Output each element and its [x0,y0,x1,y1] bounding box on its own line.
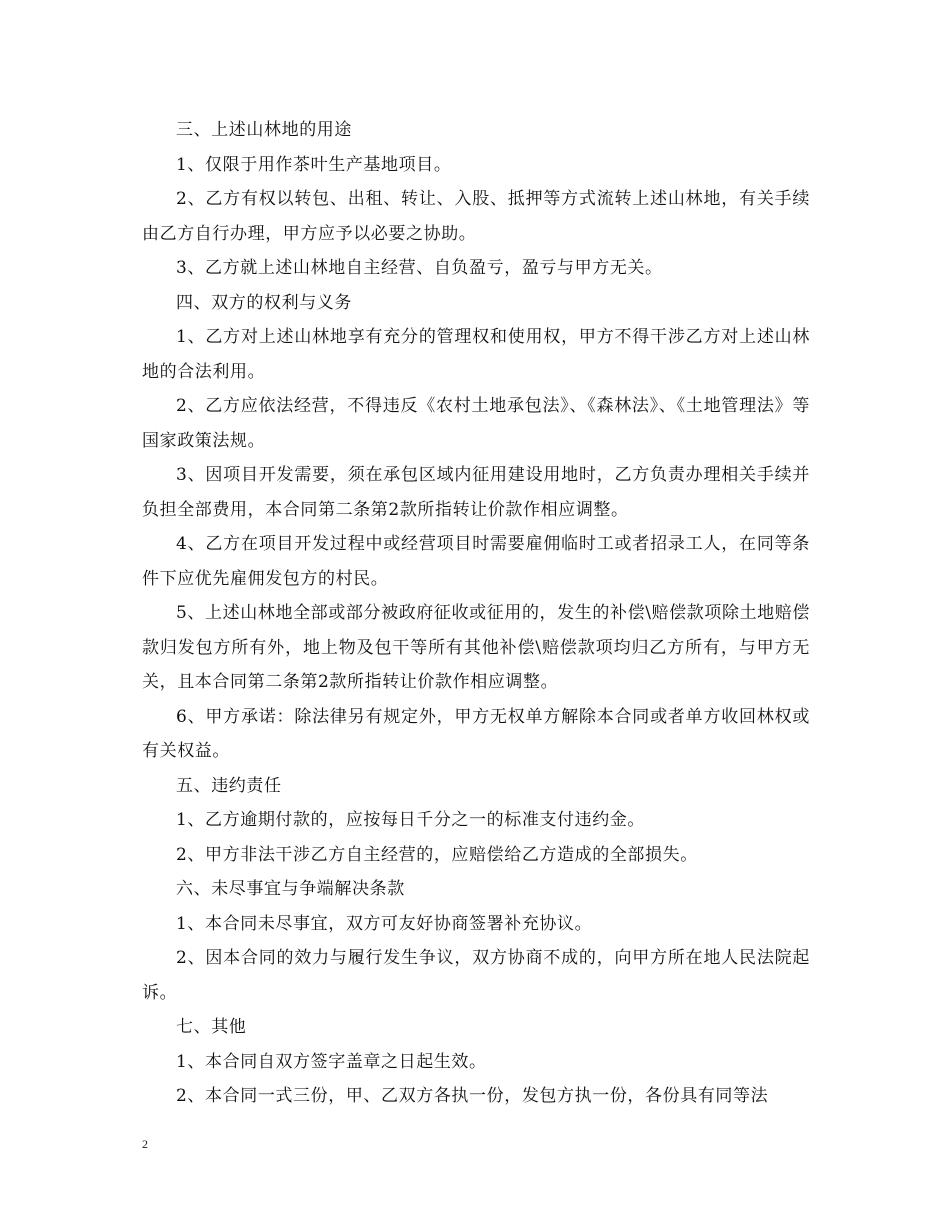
paragraph: 1、乙方对上述山林地享有充分的管理权和使用权，甲方不得干涉乙方对上述山林地的合法利用。 [142,327,810,382]
paragraph: 1、本合同未尽事宜，双方可友好协商签署补充协议。 [176,913,593,934]
paragraph: 4、乙方在项目开发过程中或经营项目时需要雇佣临时工或者招录工人，在同等条件下应优先雇佣发包方的村民。 [142,534,810,589]
page-number: 2 [142,1137,148,1151]
paragraph: 2、乙方应依法经营，不得违反《农村土地承包法》、《森林法》、《土地管理法》等国家政策法规。 [142,396,810,451]
section-heading-3: 三、上述山林地的用途 [176,120,352,140]
section-heading-7: 七、其他 [176,1017,247,1037]
paragraph: 2、乙方有权以转包、出租、转让、入股、抵押等方式流转上述山林地，有关手续由乙方自行办理，甲方应予以必要之协助。 [142,189,810,244]
paragraph: 2、因本合同的效力与履行发生争议，双方协商不成的，向甲方所在地人民法院起诉。 [142,948,810,1003]
paragraph: 6、甲方承诺：除法律另有规定外，甲方无权单方解除本合同或者单方收回林权或有关权益。 [142,706,810,761]
paragraph: 3、乙方就上述山林地自主经营、自负盈亏，盈亏与甲方无关。 [176,258,663,278]
paragraph: 3、因项目开发需要，须在承包区域内征用建设用地时，乙方负责办理相关手续并负担全部费用，本合同第二条第2款所指转让价款作相应调整。 [142,465,810,520]
section-heading-4: 四、双方的权利与义务 [176,292,352,313]
section-heading-5: 五、违约责任 [176,775,282,796]
document-body [142,113,810,1114]
paragraph: 2、甲方非法干涉乙方自主经营的，应赔偿给乙方造成的全部损失。 [176,844,698,865]
paragraph: 1、仅限于用作茶叶生产基地项目。 [176,154,452,175]
paragraph: 2、本合同一式三份，甲、乙双方各执一份，发包方执一份，各份具有同等法 [176,1086,769,1106]
paragraph: 1、本合同自双方签字盖章之日起生效。 [176,1051,487,1072]
paragraph: 1、乙方逾期付款的，应按每日千分之一的标准支付违约金。 [176,810,646,830]
paragraph: 5、上述山林地全部或部分被政府征收或征用的，发生的补偿\赔偿款项除土地赔偿款归发包方所有外，地上物及包干等所有其他补偿\赔偿款项均归乙方所有，与甲方无关，且本合同第二条第2款所指转让价款作相应调整。 [142,603,810,692]
section-heading-6: 六、未尽事宜与争端解决条款 [176,879,405,899]
